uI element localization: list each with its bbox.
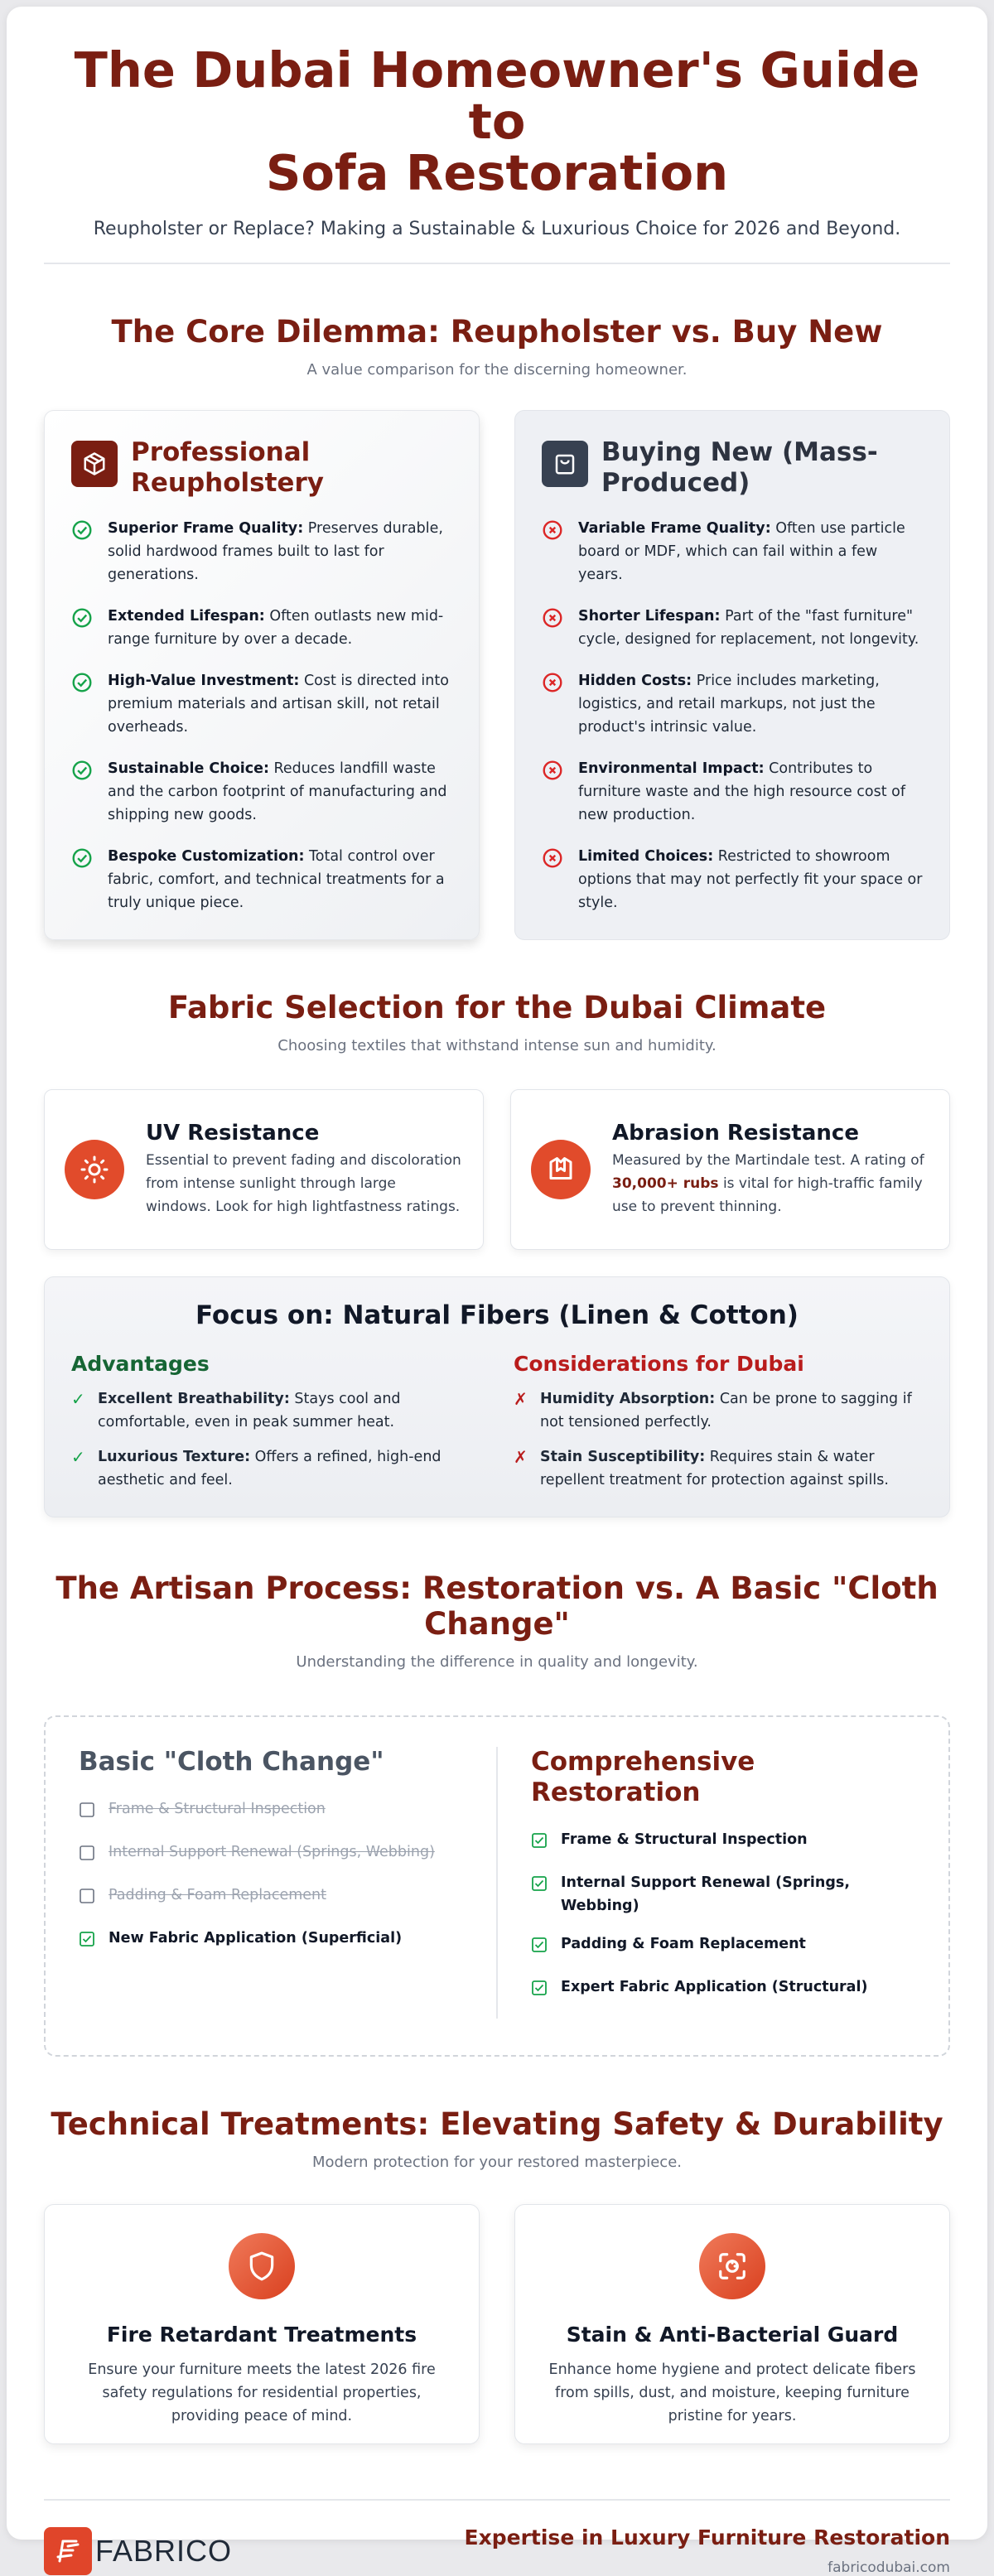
cross-icon: ✗ [514, 1447, 528, 1467]
footer [44, 2499, 950, 2576]
item-label: Stain Susceptibility: [540, 1449, 706, 1465]
check-circle-icon [71, 607, 93, 651]
process-divider [496, 1747, 498, 2019]
process-subtitle: Understanding the difference in quality and longevity. [296, 1653, 698, 1671]
checklist-item [79, 1884, 463, 1912]
buying-new-header [542, 437, 923, 499]
sun-icon [65, 1140, 124, 1199]
item-label: Bespoke Customization: [108, 848, 305, 865]
checklist-item [531, 1975, 915, 2004]
checked-box-icon [79, 1931, 95, 1955]
item-text: Can be prone to sagging if not tensioned perfectly. [540, 1391, 912, 1430]
dilemma-subtitle: A value comparison for the discerning homeowner. [306, 361, 688, 379]
checklist-item [79, 1797, 463, 1826]
brand-logo [44, 2527, 232, 2575]
fire-title: Fire Retardant Treatments [106, 2323, 417, 2347]
item-label: Environmental Impact: [578, 760, 765, 777]
advantages-title: Advantages [71, 1352, 210, 1376]
list-item [71, 845, 452, 914]
item-text: Contributes to furniture waste and the high resource cost of new production. [578, 760, 906, 823]
item-label: Variable Frame Quality: [578, 520, 771, 537]
buying-new-title [601, 437, 878, 499]
checked-box-icon [531, 1832, 548, 1856]
uv-resistance-card [44, 1089, 484, 1250]
item-label: High-Value Investment: [108, 673, 300, 689]
uv-title: UV Resistance [146, 1121, 320, 1146]
considerations-title: Considerations for Dubai [514, 1352, 804, 1376]
treatments-section [44, 2106, 950, 2444]
item-text: Total control over fabric, comfort, and technical treatments for a truly unique piece. [108, 848, 445, 911]
check-circle-icon [71, 672, 93, 739]
list-item [71, 757, 452, 827]
list-item [542, 669, 923, 739]
stain-title: Stain & Anti-Bacterial Guard [566, 2323, 899, 2347]
footer-url[interactable]: fabricodubai.com [828, 2559, 950, 2576]
abrasion-resistance-card [510, 1089, 950, 1250]
list-item [542, 757, 923, 827]
check-icon: ✓ [71, 1447, 85, 1467]
check-circle-icon [71, 760, 93, 827]
empty-checkbox-icon [79, 1845, 95, 1869]
item-text: Price includes marketing, logistics, and retail markups, not just the product's intrinsic value. [578, 673, 880, 736]
item-text: Restricted to showroom options that may not perfectly fit your space or style. [578, 848, 923, 911]
x-circle-icon [542, 607, 563, 651]
list-item [71, 605, 452, 651]
checked-box-icon [531, 1980, 548, 2004]
treatments-subtitle: Modern protection for your restored masterpiece. [311, 2154, 683, 2171]
process-title-line-1: The Artisan Process: Restoration vs. A Basic "Cloth [55, 1570, 939, 1606]
comprehensive-restoration-column [531, 1747, 915, 2019]
item-text: Padding & Foam Replacement [109, 1887, 327, 1903]
checklist-item [531, 1871, 915, 1918]
title-line-1: The Dubai Homeowner's Guide to [74, 41, 920, 150]
empty-checkbox-icon [79, 1802, 95, 1826]
buying-new-card [514, 410, 950, 940]
treatment-cards [44, 2204, 950, 2444]
item-text: Internal Support Renewal (Springs, Webbing) [561, 1874, 850, 1914]
natural-fibers-title: Focus on: Natural Fibers (Linen & Cotton) [195, 1300, 799, 1330]
checklist-item [79, 1927, 463, 1955]
stain-desc: Enhance home hygiene and protect delicate fibers from spills, dust, and moisture, keeping furniture pristine for years. [548, 2361, 916, 2424]
process-comparison [44, 1715, 950, 2057]
reupholstery-list [71, 517, 452, 914]
item-text: Reduces landfill waste and the carbon footprint of manufacturing and shipping new goods. [108, 760, 447, 823]
abrasion-highlight: 30,000+ rubs [612, 1175, 719, 1192]
reupholstery-header [71, 437, 452, 499]
item-label: Humidity Absorption: [540, 1391, 716, 1407]
item-label: Hidden Costs: [578, 673, 692, 689]
check-circle-icon [71, 847, 93, 914]
basic-title: Basic "Cloth Change" [79, 1747, 384, 1777]
item-text: Cost is directed into premium materials and artisan skill, not retail overheads. [108, 673, 449, 736]
item-text: Padding & Foam Replacement [561, 1936, 806, 1952]
list-item [71, 1387, 480, 1434]
item-text: Stays cool and comfortable, even in peak summer heat. [98, 1391, 401, 1430]
item-text: Expert Fabric Application (Structural) [561, 1979, 868, 1995]
header-divider [44, 263, 950, 264]
item-label: Shorter Lifespan: [578, 608, 721, 625]
natural-fibers-panel [44, 1276, 950, 1517]
stain-guard-card [514, 2204, 950, 2444]
fabric-shield-icon [531, 1140, 591, 1199]
reupholstery-title-line-1: Professional [131, 437, 311, 467]
comprehensive-title-line-2: Restoration [531, 1778, 701, 1807]
uv-desc: Essential to prevent fading and discoloration from intense sunlight through large windows. Look for high lightfastness ratings. [146, 1152, 461, 1215]
comprehensive-title [531, 1747, 915, 1808]
list-item [71, 1445, 480, 1492]
buying-new-title-line-1: Buying New (Mass- [601, 437, 878, 467]
comparison-cards [44, 410, 950, 940]
shopping-bag-icon [542, 441, 588, 487]
item-text: Often use particle board or MDF, which can fail within a few years. [578, 520, 905, 583]
item-label: Extended Lifespan: [108, 608, 265, 625]
box-icon [71, 441, 118, 487]
item-text: Frame & Structural Inspection [109, 1801, 326, 1817]
fire-desc: Ensure your furniture meets the latest 2026 fire safety regulations for residential properties, providing peace of mind. [88, 2361, 436, 2424]
advantages-column [71, 1352, 480, 1492]
checklist-item [531, 1932, 915, 1961]
fabric-section [44, 990, 950, 1517]
list-item [542, 605, 923, 651]
buying-new-list [542, 517, 923, 914]
item-text: Internal Support Renewal (Springs, Webbing) [109, 1844, 435, 1860]
item-text: Preserves durable, solid hardwood frames built to last for generations. [108, 520, 443, 583]
list-item [71, 517, 452, 586]
item-label: Sustainable Choice: [108, 760, 269, 777]
process-title [44, 1570, 950, 1642]
item-text: Often outlasts new mid-range furniture by over a decade. [108, 608, 444, 648]
abrasion-title: Abrasion Resistance [612, 1121, 859, 1146]
treatments-title: Technical Treatments: Elevating Safety & Durability [51, 2106, 943, 2142]
page-subtitle: Reupholster or Replace? Making a Sustainable & Luxurious Choice for 2026 and Beyond. [93, 219, 901, 239]
comprehensive-title-line-1: Comprehensive [531, 1747, 755, 1777]
checklist-item [79, 1840, 463, 1869]
process-section [44, 1570, 950, 2057]
item-text: Offers a refined, high-end aesthetic and feel. [98, 1449, 442, 1488]
dilemma-title: The Core Dilemma: Reupholster vs. Buy New [111, 314, 883, 350]
abrasion-desc-before: Measured by the Martindale test. A rating of [612, 1152, 924, 1169]
list-item [542, 517, 923, 586]
item-text: New Fabric Application (Superficial) [109, 1930, 403, 1946]
reupholstery-title [131, 437, 324, 499]
list-item [71, 669, 452, 739]
fabrico-logo-icon [44, 2527, 92, 2575]
page-title [44, 41, 950, 201]
title-line-2: Sofa Restoration [265, 144, 729, 201]
item-text: Requires stain & water repellent treatment for protection against spills. [540, 1449, 889, 1488]
x-circle-icon [542, 672, 563, 739]
item-text: Frame & Structural Inspection [561, 1831, 808, 1848]
list-item [514, 1387, 923, 1434]
infographic-page [7, 7, 987, 2576]
basic-cloth-change-column [79, 1747, 463, 2019]
x-circle-icon [542, 519, 563, 586]
item-text: Part of the "fast furniture" cycle, designed for replacement, not longevity. [578, 608, 919, 648]
item-label: Excellent Breathability: [98, 1391, 290, 1407]
checked-box-icon [531, 1875, 548, 1899]
abrasion-desc [612, 1149, 929, 1218]
list-item [542, 845, 923, 914]
brand-name: FABRICO [95, 2533, 233, 2568]
fire-retardant-card [44, 2204, 480, 2444]
item-label: Luxurious Texture: [98, 1449, 251, 1465]
x-circle-icon [542, 847, 563, 914]
scan-icon [699, 2233, 765, 2299]
checked-box-icon [531, 1937, 548, 1961]
cross-icon: ✗ [514, 1389, 528, 1409]
footer-tagline: Expertise in Luxury Furniture Restoration [464, 2525, 950, 2549]
shield-icon [229, 2233, 295, 2299]
empty-checkbox-icon [79, 1888, 95, 1912]
dilemma-section [44, 314, 950, 940]
check-icon: ✓ [71, 1389, 85, 1409]
buying-new-title-line-2: Produced) [601, 468, 750, 498]
reupholstery-card [44, 410, 480, 940]
item-label: Superior Frame Quality: [108, 520, 304, 537]
considerations-column [514, 1352, 923, 1492]
fabric-title: Fabric Selection for the Dubai Climate [167, 990, 827, 1025]
checklist-item [531, 1828, 915, 1856]
check-circle-icon [71, 519, 93, 586]
process-title-line-2: Change" [424, 1606, 570, 1642]
x-circle-icon [542, 760, 563, 827]
item-label: Limited Choices: [578, 848, 714, 865]
list-item [514, 1445, 923, 1492]
abrasion-desc-after: is vital for high-traffic family use to prevent thinning. [612, 1175, 923, 1215]
reupholstery-title-line-2: Reupholstery [131, 468, 324, 498]
fabric-cards [44, 1089, 950, 1250]
fabric-subtitle: Choosing textiles that withstand intense sun and humidity. [277, 1037, 717, 1054]
